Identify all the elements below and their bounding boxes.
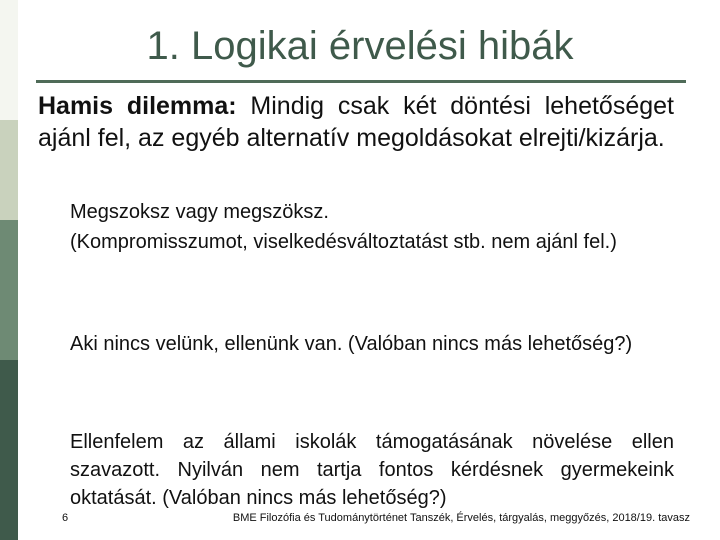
page-number: 6	[62, 512, 69, 524]
title-divider	[36, 80, 686, 83]
decorative-sidebar	[0, 0, 18, 540]
definition-text: Mindig csak két döntési lehetőséget ajánl fel, az egyéb alternatív megoldásokat elrejti/kizárja.	[38, 92, 674, 152]
example-1-note: (Kompromisszumot, viselkedésváltoztatást stb. nem ajánl fel.)	[70, 231, 617, 253]
definition-paragraph	[38, 90, 674, 154]
slide-title: 1. Logikai érvelési hibák	[146, 24, 574, 68]
sidebar-band-light	[0, 0, 18, 120]
definition-term: Hamis dilemma:	[38, 92, 237, 120]
example-3: Ellenfelem az állami iskolák támogatásának növelése ellen szavazott. Nyilván nem tartja fontos kérdésnek gyermekeink oktatását. (Valóban nincs más lehetőség?)	[70, 431, 674, 509]
sidebar-band-pale-green	[0, 120, 18, 220]
footer-text: BME Filozófia és Tudománytörténet Tanszék, Érvelés, tárgyalás, meggyőzés, 2018/19. tavasz	[232, 512, 690, 524]
sidebar-band-mid-green	[0, 220, 18, 360]
sidebar-band-dark-green	[0, 360, 18, 540]
example-1: Megszoksz vagy megszöksz.	[70, 201, 329, 223]
example-2: Aki nincs velünk, ellenünk van. (Valóban nincs más lehetőség?)	[70, 333, 633, 355]
